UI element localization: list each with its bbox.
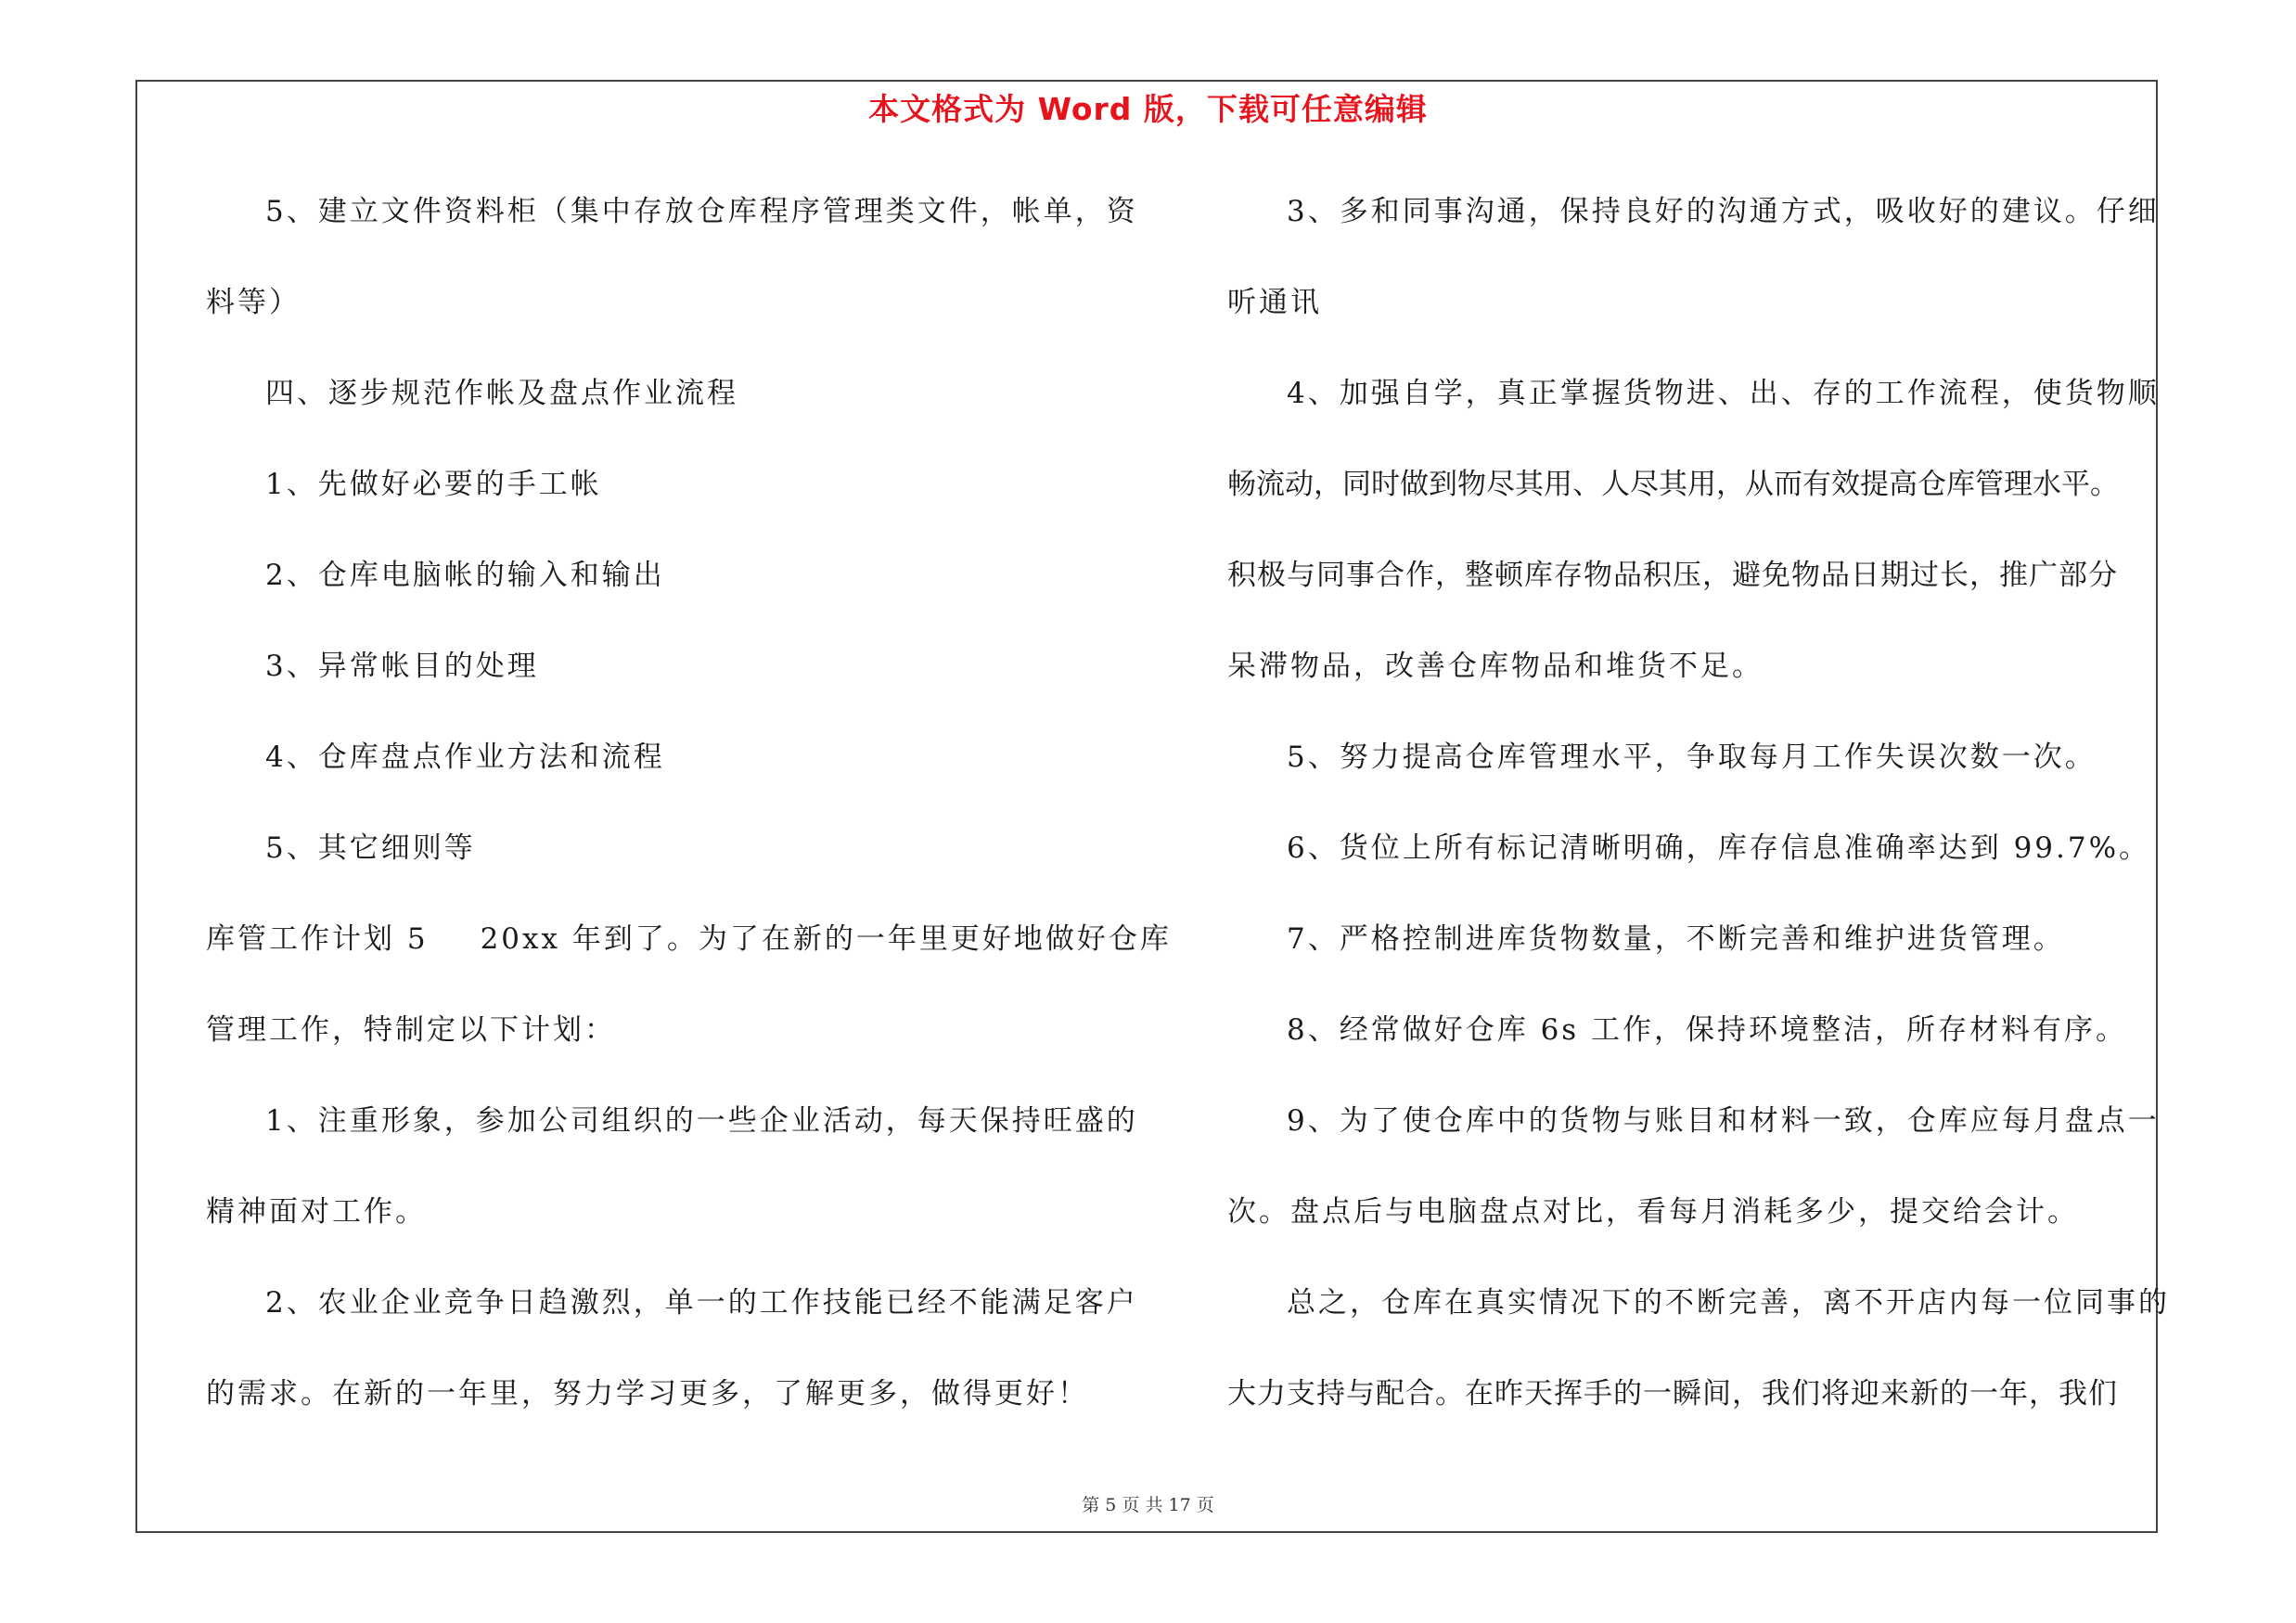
page-number-footer: 第 5 页 共 17 页 — [1082, 1495, 1214, 1515]
paragraph-line: 1、注重形象，参加公司组织的一些企业活动，每天保持旺盛的 — [265, 1104, 1138, 1138]
paragraph-line: 2、农业企业竞争日趋激烈，单一的工作技能已经不能满足客户 — [265, 1286, 1138, 1320]
right-column — [1227, 184, 2170, 1457]
paragraph-line: 精神面对工作。 — [206, 1195, 427, 1229]
paragraph-line: 畅流动，同时做到物尽其用、人尽其用，从而有效提高仓库管理水平。 — [1227, 468, 2119, 501]
section-heading: 四、逐步规范作帐及盘点作业流程 — [265, 377, 738, 410]
paragraph-line: 3、多和同事沟通，保持良好的沟通方式，吸收好的建议。仔细 — [1287, 195, 2160, 228]
paragraph-line: 7、严格控制进库货物数量，不断完善和维护进货管理。 — [1287, 922, 2065, 956]
plan-title: 库管工作计划 5 — [206, 922, 429, 956]
paragraph-line: 积极与同事合作，整顿库存物品积压，避免物品日期过长，推广部分 — [1227, 559, 2118, 592]
paragraph-line: 的需求。在新的一年里，努力学习更多，了解更多，做得更好！ — [206, 1377, 1089, 1410]
paragraph-line: 总之，仓库在真实情况下的不断完善，离不开店内每一位同事的 — [1287, 1286, 2170, 1320]
paragraph-line: 听通讯 — [1227, 286, 1322, 319]
list-item: 1、先做好必要的手工帐 — [265, 468, 602, 501]
paragraph-line: 5、建立文件资料柜（集中存放仓库程序管理类文件，帐单，资 — [265, 195, 1138, 228]
list-item: 2、仓库电脑帐的输入和输出 — [265, 559, 665, 592]
paragraph-line: 4、加强自学，真正掌握货物进、出、存的工作流程，使货物顺 — [1287, 377, 2160, 410]
list-item: 4、仓库盘点作业方法和流程 — [265, 741, 665, 774]
paragraph-line: 8、经常做好仓库 6s 工作，保持环境整洁，所存材料有序。 — [1287, 1013, 2128, 1047]
paragraph-line: 5、努力提高仓库管理水平，争取每月工作失误次数一次。 — [1287, 741, 2097, 774]
document-banner: 本文格式为 Word 版，下载可任意编辑 — [868, 91, 1428, 127]
paragraph-line: 料等） — [206, 286, 301, 319]
paragraph-line: 管理工作，特制定以下计划： — [206, 1013, 616, 1047]
paragraph-line: 9、为了使仓库中的货物与账目和材料一致，仓库应每月盘点一 — [1287, 1104, 2160, 1138]
left-column — [206, 184, 1172, 1457]
plan-intro-line — [206, 911, 1172, 1002]
paragraph-line: 呆滞物品，改善仓库物品和堆货不足。 — [1227, 650, 1764, 683]
list-item: 5、其它细则等 — [265, 831, 476, 865]
plan-intro-text: 20xx 年到了。为了在新的一年里更好地做好仓库 — [480, 922, 1172, 956]
paragraph-line: 大力支持与配合。在昨天挥手的一瞬间，我们将迎来新的一年，我们 — [1227, 1377, 2118, 1410]
paragraph-line: 次。盘点后与电脑盘点对比，看每月消耗多少，提交给会计。 — [1227, 1195, 2079, 1229]
paragraph-line: 6、货位上所有标记清晰明确，库存信息准确率达到 99.7%。 — [1287, 831, 2151, 865]
list-item: 3、异常帐目的处理 — [265, 650, 539, 683]
